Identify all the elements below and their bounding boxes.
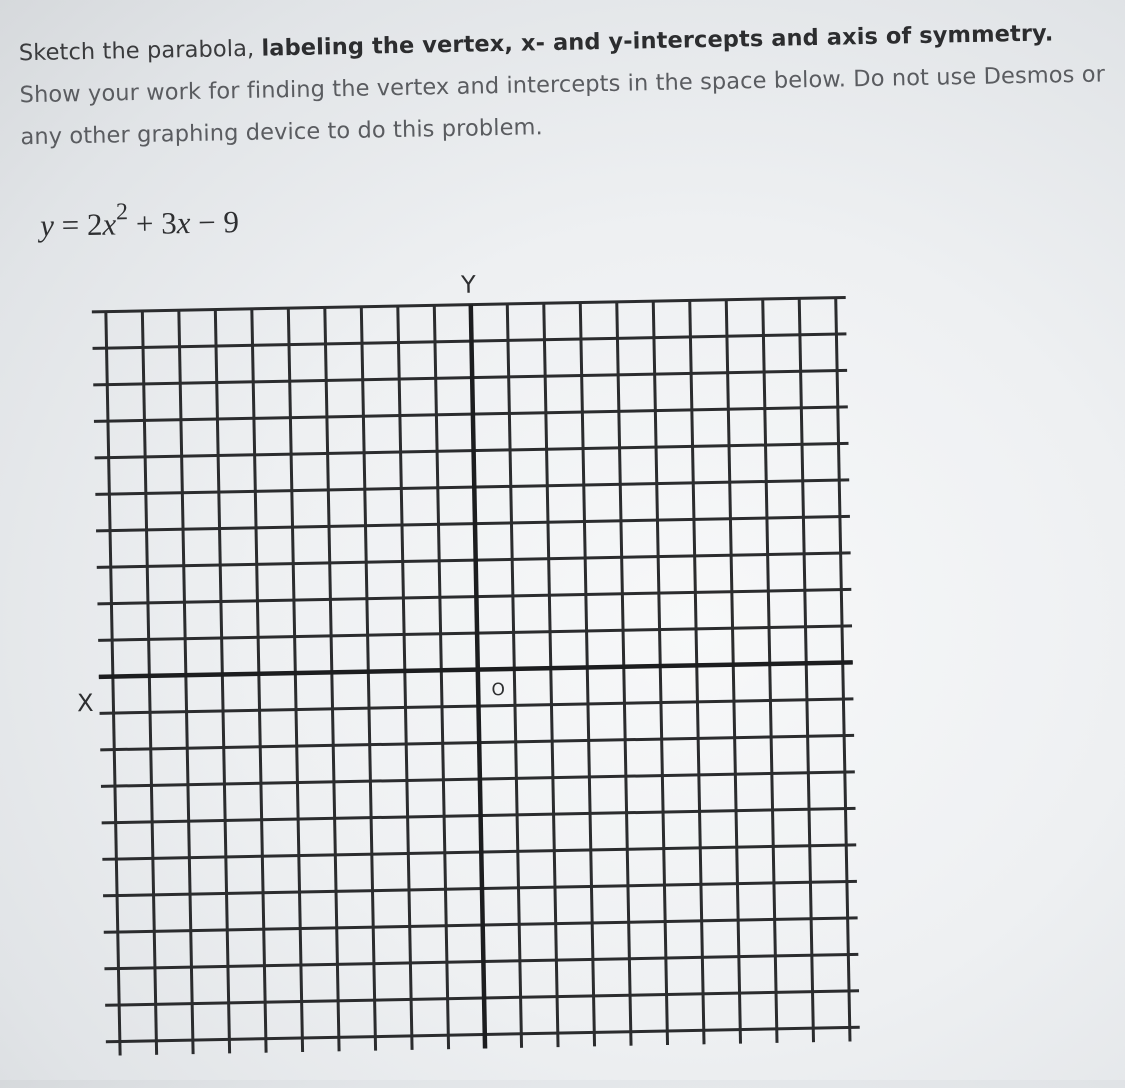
grid-vertical-line bbox=[325, 307, 339, 1051]
equation-equals: = bbox=[53, 206, 88, 243]
equation-lhs: y bbox=[39, 207, 55, 243]
instructions-bold-requirement: labeling the vertex, x- and y-intercepts and axis of symmetry. bbox=[261, 20, 1054, 62]
grid-vertical-line bbox=[215, 310, 229, 1054]
origin-label: O bbox=[491, 680, 506, 701]
equation-exponent: 2 bbox=[115, 198, 129, 226]
grid-vertical-line bbox=[544, 303, 558, 1047]
y-axis bbox=[471, 305, 485, 1049]
equation-variable: x bbox=[102, 206, 117, 242]
instructions-part3: Show your work for finding the vertex and intercepts in the space below. Do not use Desmos or any other graphing device to do this problem. bbox=[19, 61, 1106, 151]
grid-vertical-line bbox=[507, 304, 521, 1048]
grid-vertical-line bbox=[434, 305, 448, 1049]
grid-vertical-line bbox=[617, 302, 631, 1046]
x-axis-label: X bbox=[76, 688, 94, 718]
grid-vertical-line bbox=[799, 298, 813, 1042]
grid-vertical-line bbox=[361, 307, 375, 1051]
grid-vertical-line bbox=[580, 303, 594, 1047]
grid-vertical-line bbox=[142, 311, 156, 1055]
grid-vertical-line bbox=[288, 308, 302, 1052]
equation-coefficient: 2 bbox=[86, 206, 103, 242]
grid-vertical-line bbox=[252, 309, 266, 1053]
y-axis-label: Y bbox=[460, 270, 476, 299]
grid-vertical-line bbox=[726, 300, 740, 1044]
equation-linear-term: + 3 bbox=[127, 205, 177, 242]
grid-vertical-line bbox=[836, 298, 850, 1042]
instructions-part1: Sketch the parabola, bbox=[18, 35, 262, 67]
equation-linear-variable: x bbox=[176, 205, 191, 241]
grid-vertical-line bbox=[763, 299, 777, 1043]
grid-vertical-line bbox=[398, 306, 412, 1050]
grid-vertical-line bbox=[690, 300, 704, 1044]
equation-constant-term: − 9 bbox=[190, 204, 240, 241]
grid-vertical-line bbox=[106, 312, 120, 1056]
grid-vertical-line bbox=[179, 310, 193, 1054]
grid-vertical-line bbox=[653, 301, 667, 1045]
